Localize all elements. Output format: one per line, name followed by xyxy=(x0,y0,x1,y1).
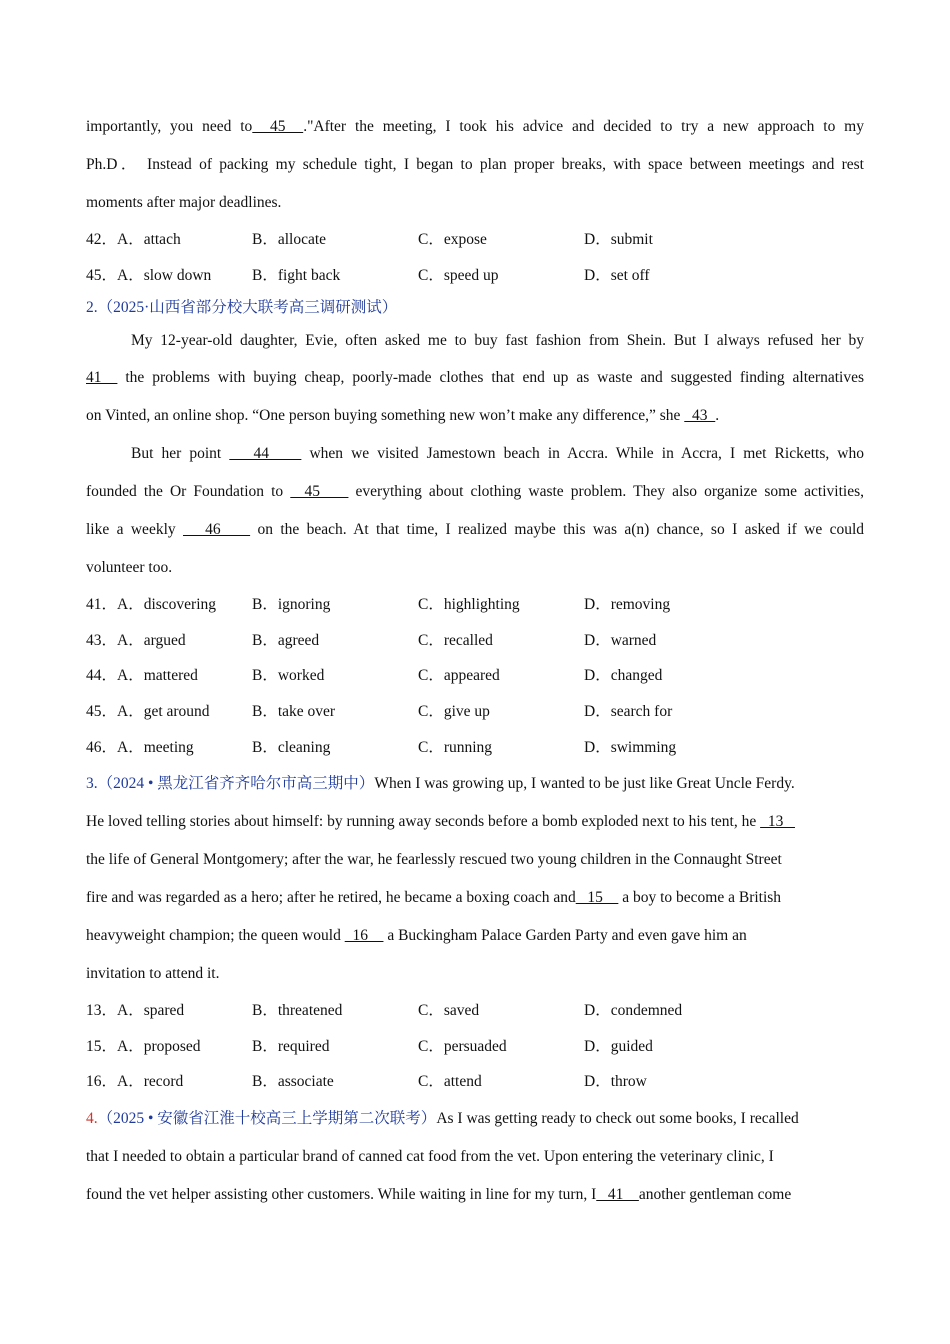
blank-46: 46 xyxy=(183,521,251,539)
passage2-line-7: volunteer too. xyxy=(86,559,173,577)
blank-45: 45 xyxy=(252,118,304,135)
option-label: D．throw xyxy=(584,1073,647,1091)
option-label: 45．A．slow down xyxy=(86,266,212,284)
option-label: C．attend xyxy=(418,1073,482,1091)
passage2-line-1: My 12-year-old daughter, Evie, often asked me to buy fast fashion from Shein. But I always refused her by xyxy=(131,332,864,350)
passage2-line-2 xyxy=(86,359,864,397)
option-label: B．cleaning xyxy=(252,738,331,756)
option-label: 45．A．get around xyxy=(86,702,210,720)
text-run: He loved telling stories about himself: by running away seconds before a bomb exploded next to his tent, he xyxy=(86,813,761,831)
option-label: 43．A．argued xyxy=(86,631,186,649)
blank-44: 44 xyxy=(229,445,302,463)
option-label: B．allocate xyxy=(252,231,327,248)
text-run: a boy to become a British xyxy=(618,889,782,907)
option-label: B．worked xyxy=(252,667,325,685)
document-page xyxy=(86,108,864,1214)
blank-41: 41 xyxy=(596,1185,639,1203)
text-run: like a weekly xyxy=(86,521,183,539)
option-label: B．threatened xyxy=(252,1002,343,1020)
passage3-line-1 xyxy=(86,765,864,803)
option-label: B．ignoring xyxy=(252,596,331,614)
option-row xyxy=(86,587,864,623)
option-row xyxy=(86,222,864,258)
blank-13: 13 xyxy=(760,813,795,831)
blank-16: 16 xyxy=(344,927,384,945)
passage2-line-4 xyxy=(86,435,864,473)
passage4-line-1 xyxy=(86,1100,864,1138)
passage3-line-4 xyxy=(86,879,864,917)
passage2-line-3 xyxy=(86,397,864,435)
question-number: 4. xyxy=(86,1109,98,1127)
passage1-line-1 xyxy=(86,108,864,146)
option-label: B．fight back xyxy=(252,266,341,284)
option-row xyxy=(86,694,864,730)
passage2-header xyxy=(86,293,864,323)
text-run: when we visited Jamestown beach in Accra. While in Accra, I met Ricketts, who xyxy=(301,445,865,463)
option-label: C．recalled xyxy=(418,631,493,649)
text-run: As I was getting ready to check out some books, I recalled xyxy=(436,1109,799,1127)
text-run: founded the Or Foundation to xyxy=(86,483,291,501)
option-label: D．swimming xyxy=(584,738,677,756)
blank-15: 15 xyxy=(575,889,619,907)
option-label: 16．A．record xyxy=(86,1073,184,1091)
passage3-line-2 xyxy=(86,803,864,841)
option-label: C．highlighting xyxy=(418,596,520,614)
option-row xyxy=(86,730,864,766)
option-label: D．search for xyxy=(584,702,673,720)
option-label: C．persuaded xyxy=(418,1037,507,1055)
option-label: B．associate xyxy=(252,1073,334,1091)
option-label: D．guided xyxy=(584,1037,653,1055)
option-label: D．submit xyxy=(584,231,653,248)
option-label: D．removing xyxy=(584,596,671,614)
passage3-line-6: invitation to attend it. xyxy=(86,965,220,983)
option-label: 46．A．meeting xyxy=(86,738,194,756)
text-run: on the beach. At that time, I realized maybe this was a(n) chance, so I asked if we could xyxy=(250,521,865,539)
text-run: But her point xyxy=(131,445,230,463)
option-row xyxy=(86,1029,864,1065)
text-run: When I was growing up, I wanted to be just like Great Uncle Ferdy. xyxy=(374,775,795,793)
blank-41: 41 xyxy=(86,369,118,387)
option-label: C．appeared xyxy=(418,667,500,685)
question-number: 2. xyxy=(86,299,98,317)
text-run: fire and was regarded as a hero; after he retired, he became a boxing coach and xyxy=(86,889,576,907)
option-row xyxy=(86,623,864,659)
option-label: B．required xyxy=(252,1037,330,1055)
passage4-line-2: that I needed to obtain a particular brand of canned cat food from the vet. Upon entering the veterinary clinic, I xyxy=(86,1147,774,1165)
blank-45: 45 xyxy=(290,483,349,501)
passage2-line-6 xyxy=(86,511,864,549)
passage1-line-2: Ph.D． Instead of packing my schedule tight, I began to plan proper breaks, with space between meetings and rest xyxy=(86,156,864,173)
text-run: on Vinted, an online shop. “One person buying something new won’t make any difference,” she xyxy=(86,407,685,425)
option-label: C．running xyxy=(418,738,493,756)
text-run: ."After the meeting, I took his advice and decided to try a new approach to my xyxy=(303,118,864,135)
source-label: （2024 • 黑龙江省齐齐哈尔市高三期中） xyxy=(97,775,375,793)
passage4-line-3 xyxy=(86,1176,864,1214)
text-run: found the vet helper assisting other customers. While waiting in line for my turn, I xyxy=(86,1185,597,1203)
option-label: 44．A．mattered xyxy=(86,667,198,685)
option-label: D．warned xyxy=(584,631,657,649)
text-run: everything about clothing waste problem. They also organize some activities, xyxy=(348,483,864,501)
option-label: C．speed up xyxy=(418,266,499,284)
text-run: heavyweight champion; the queen would xyxy=(86,927,345,945)
source-label: （2025 • 安徽省江淮十校高三上学期第二次联考） xyxy=(97,1109,437,1127)
option-label: 13．A．spared xyxy=(86,1002,185,1020)
passage2-line-5 xyxy=(86,473,864,511)
blank-43: 43 xyxy=(684,407,716,425)
text-run: . xyxy=(715,407,720,425)
text-run: a Buckingham Palace Garden Party and even gave him an xyxy=(383,927,747,945)
text-run: another gentleman come xyxy=(638,1185,792,1203)
text-run: the problems with buying cheap, poorly-made clothes that end up as waste and suggested finding alternatives xyxy=(117,369,864,387)
option-label: B．take over xyxy=(252,702,336,720)
option-row xyxy=(86,658,864,694)
passage1-line-3: moments after major deadlines. xyxy=(86,194,282,211)
passage3-line-3: the life of General Montgomery; after the war, he fearlessly rescued two young children in the Connaught Street xyxy=(86,851,782,869)
option-label: C．expose xyxy=(418,231,487,248)
passage3-line-5 xyxy=(86,917,864,955)
option-row xyxy=(86,1064,864,1100)
text-run: importantly, you need to xyxy=(86,118,253,135)
option-label: 42．A．attach xyxy=(86,231,181,248)
option-label: D．changed xyxy=(584,667,663,685)
option-label: D．set off xyxy=(584,266,650,284)
option-row xyxy=(86,993,864,1029)
option-row xyxy=(86,258,864,294)
option-label: D．condemned xyxy=(584,1002,683,1020)
option-label: C．give up xyxy=(418,702,490,720)
source-label: （2025·山西省部分校大联考高三调研测试） xyxy=(97,299,398,317)
option-label: 41．A．discovering xyxy=(86,596,217,614)
option-label: B．agreed xyxy=(252,631,320,649)
option-label: 15．A．proposed xyxy=(86,1037,201,1055)
question-number: 3. xyxy=(86,775,98,793)
option-label: C．saved xyxy=(418,1002,480,1020)
